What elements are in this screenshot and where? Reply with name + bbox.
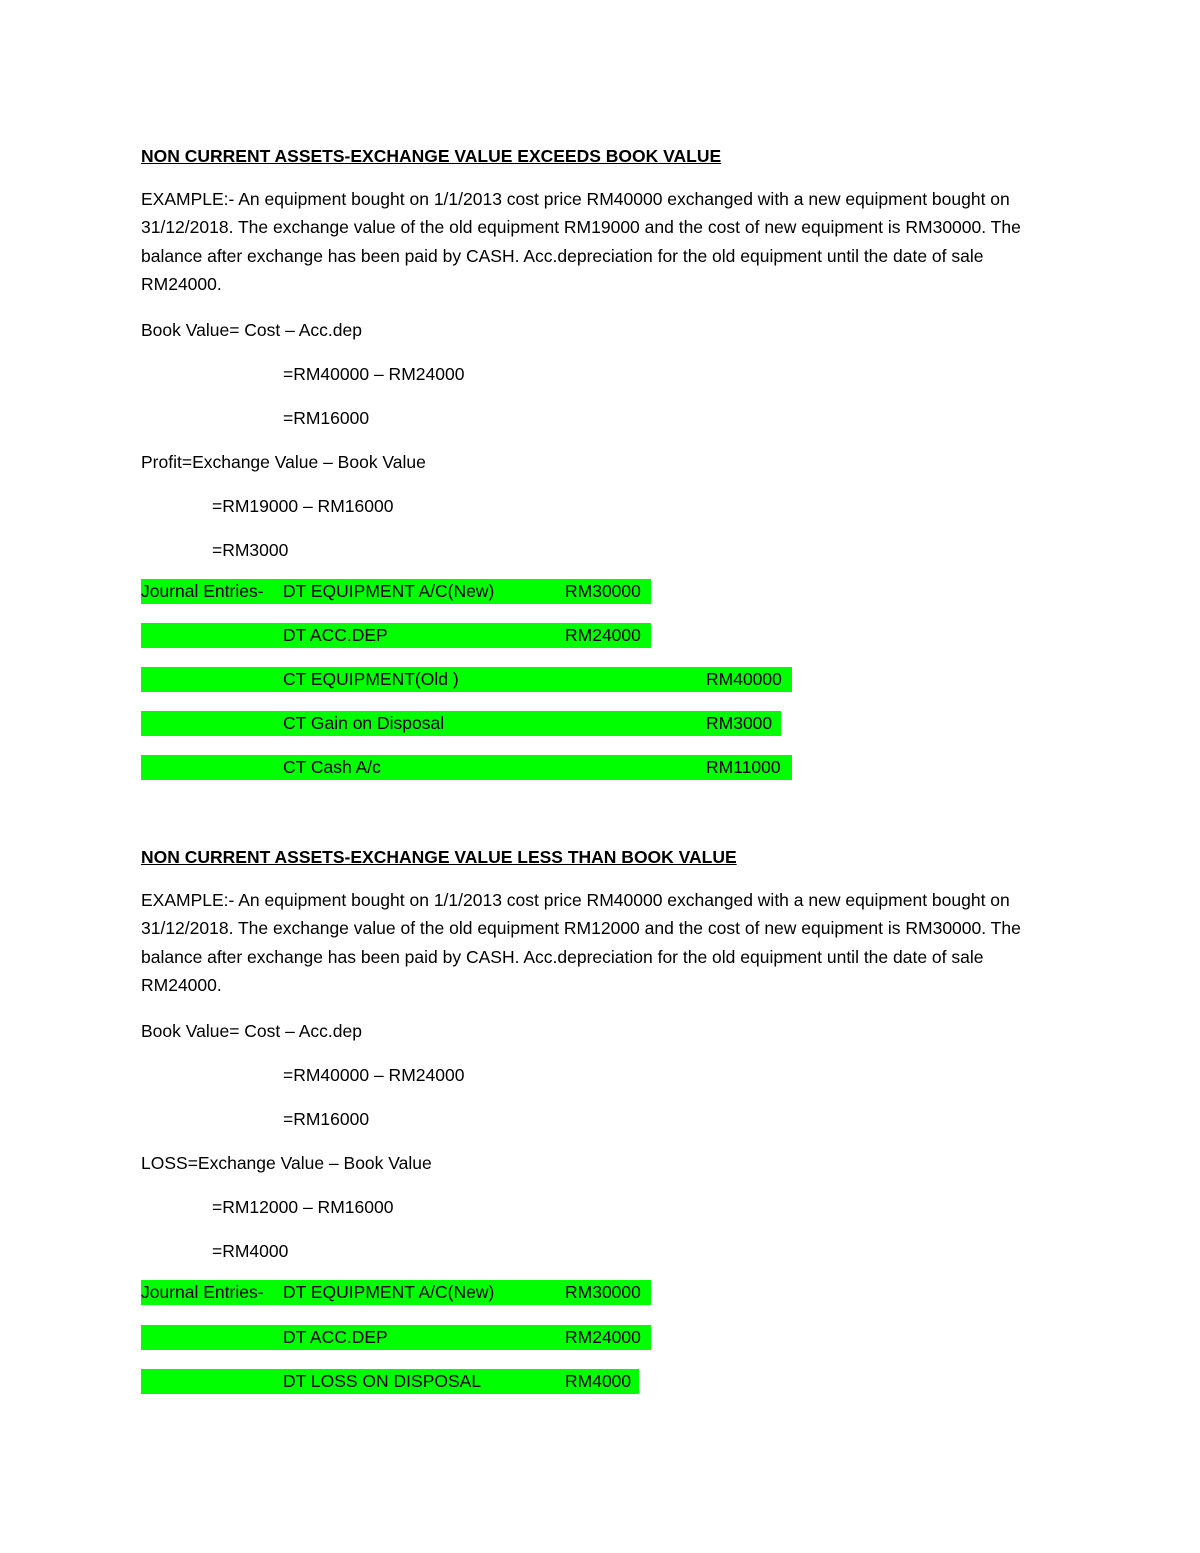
journal-entry-account: CT Cash A/c [283,757,381,777]
journal-entry-account: CT Gain on Disposal [283,713,445,733]
section2-loss-step1: =RM12000 – RM16000 [212,1197,394,1217]
journal-entry-amount: RM4000 [565,1371,632,1391]
journal-entry-row [141,755,792,780]
journal-entry-amount: RM30000 [565,581,641,601]
journal-entry-row [141,667,792,692]
section2-heading: NON CURRENT ASSETS-EXCHANGE VALUE LESS THAN BOOK VALUE [141,847,737,867]
section2-book-value-formula: Book Value= Cost – Acc.dep [141,1021,362,1041]
journal-entry-prefix: Journal Entries- [141,1282,264,1302]
journal-entry-account: DT LOSS ON DISPOSAL [283,1371,482,1391]
journal-entry-amount: RM30000 [565,1282,641,1302]
journal-entry-row [141,1369,639,1394]
journal-entry-row [141,579,651,604]
journal-entry-row [141,623,651,648]
section2-example: EXAMPLE:- An equipment bought on 1/1/2013 cost price RM40000 exchanged with a new equipment bought on 31/12/2018. The exchange value of the old equipment RM12000 and the cost of new equipment is RM30000. The balance after exchange has been paid by CASH. Acc.depreciation for the old equipment until the date of sale RM24000. [141,890,1021,995]
section1-profit-step1: =RM19000 – RM16000 [212,496,394,516]
journal-entry-account: DT ACC.DEP [283,1327,388,1347]
section2-loss-formula: LOSS=Exchange Value – Book Value [141,1153,432,1173]
section2-loss-step2: =RM4000 [212,1241,289,1261]
journal-entry-prefix: Journal Entries- [141,581,264,601]
section2-book-value-step1: =RM40000 – RM24000 [283,1065,465,1085]
journal-entry-amount: RM24000 [565,1327,641,1347]
section1-book-value-step2: =RM16000 [283,408,370,428]
section1-example: EXAMPLE:- An equipment bought on 1/1/2013 cost price RM40000 exchanged with a new equipment bought on 31/12/2018. The exchange value of the old equipment RM19000 and the cost of new equipment is RM30000. The balance after exchange has been paid by CASH. Acc.depreciation for the old equipment until the date of sale RM24000. [141,189,1021,294]
journal-entry-row [141,1280,651,1305]
journal-entry-amount: RM40000 [706,669,782,689]
journal-entry-row [141,711,781,736]
section1-profit-step2: =RM3000 [212,540,289,560]
section1-heading: NON CURRENT ASSETS-EXCHANGE VALUE EXCEEDS BOOK VALUE [141,146,722,166]
journal-entry-account: DT EQUIPMENT A/C(New) [283,1282,495,1302]
journal-entry-row [141,1325,651,1350]
journal-entry-account: DT ACC.DEP [283,625,388,645]
section1-profit-formula: Profit=Exchange Value – Book Value [141,452,426,472]
journal-entry-amount: RM24000 [565,625,641,645]
journal-entry-amount: RM3000 [706,713,773,733]
journal-entry-account: DT EQUIPMENT A/C(New) [283,581,495,601]
journal-entry-account: CT EQUIPMENT(Old ) [283,669,459,689]
journal-entry-amount: RM11000 [706,757,781,777]
section2-book-value-step2: =RM16000 [283,1109,370,1129]
section1-book-value-formula: Book Value= Cost – Acc.dep [141,320,362,340]
section1-book-value-step1: =RM40000 – RM24000 [283,364,465,384]
